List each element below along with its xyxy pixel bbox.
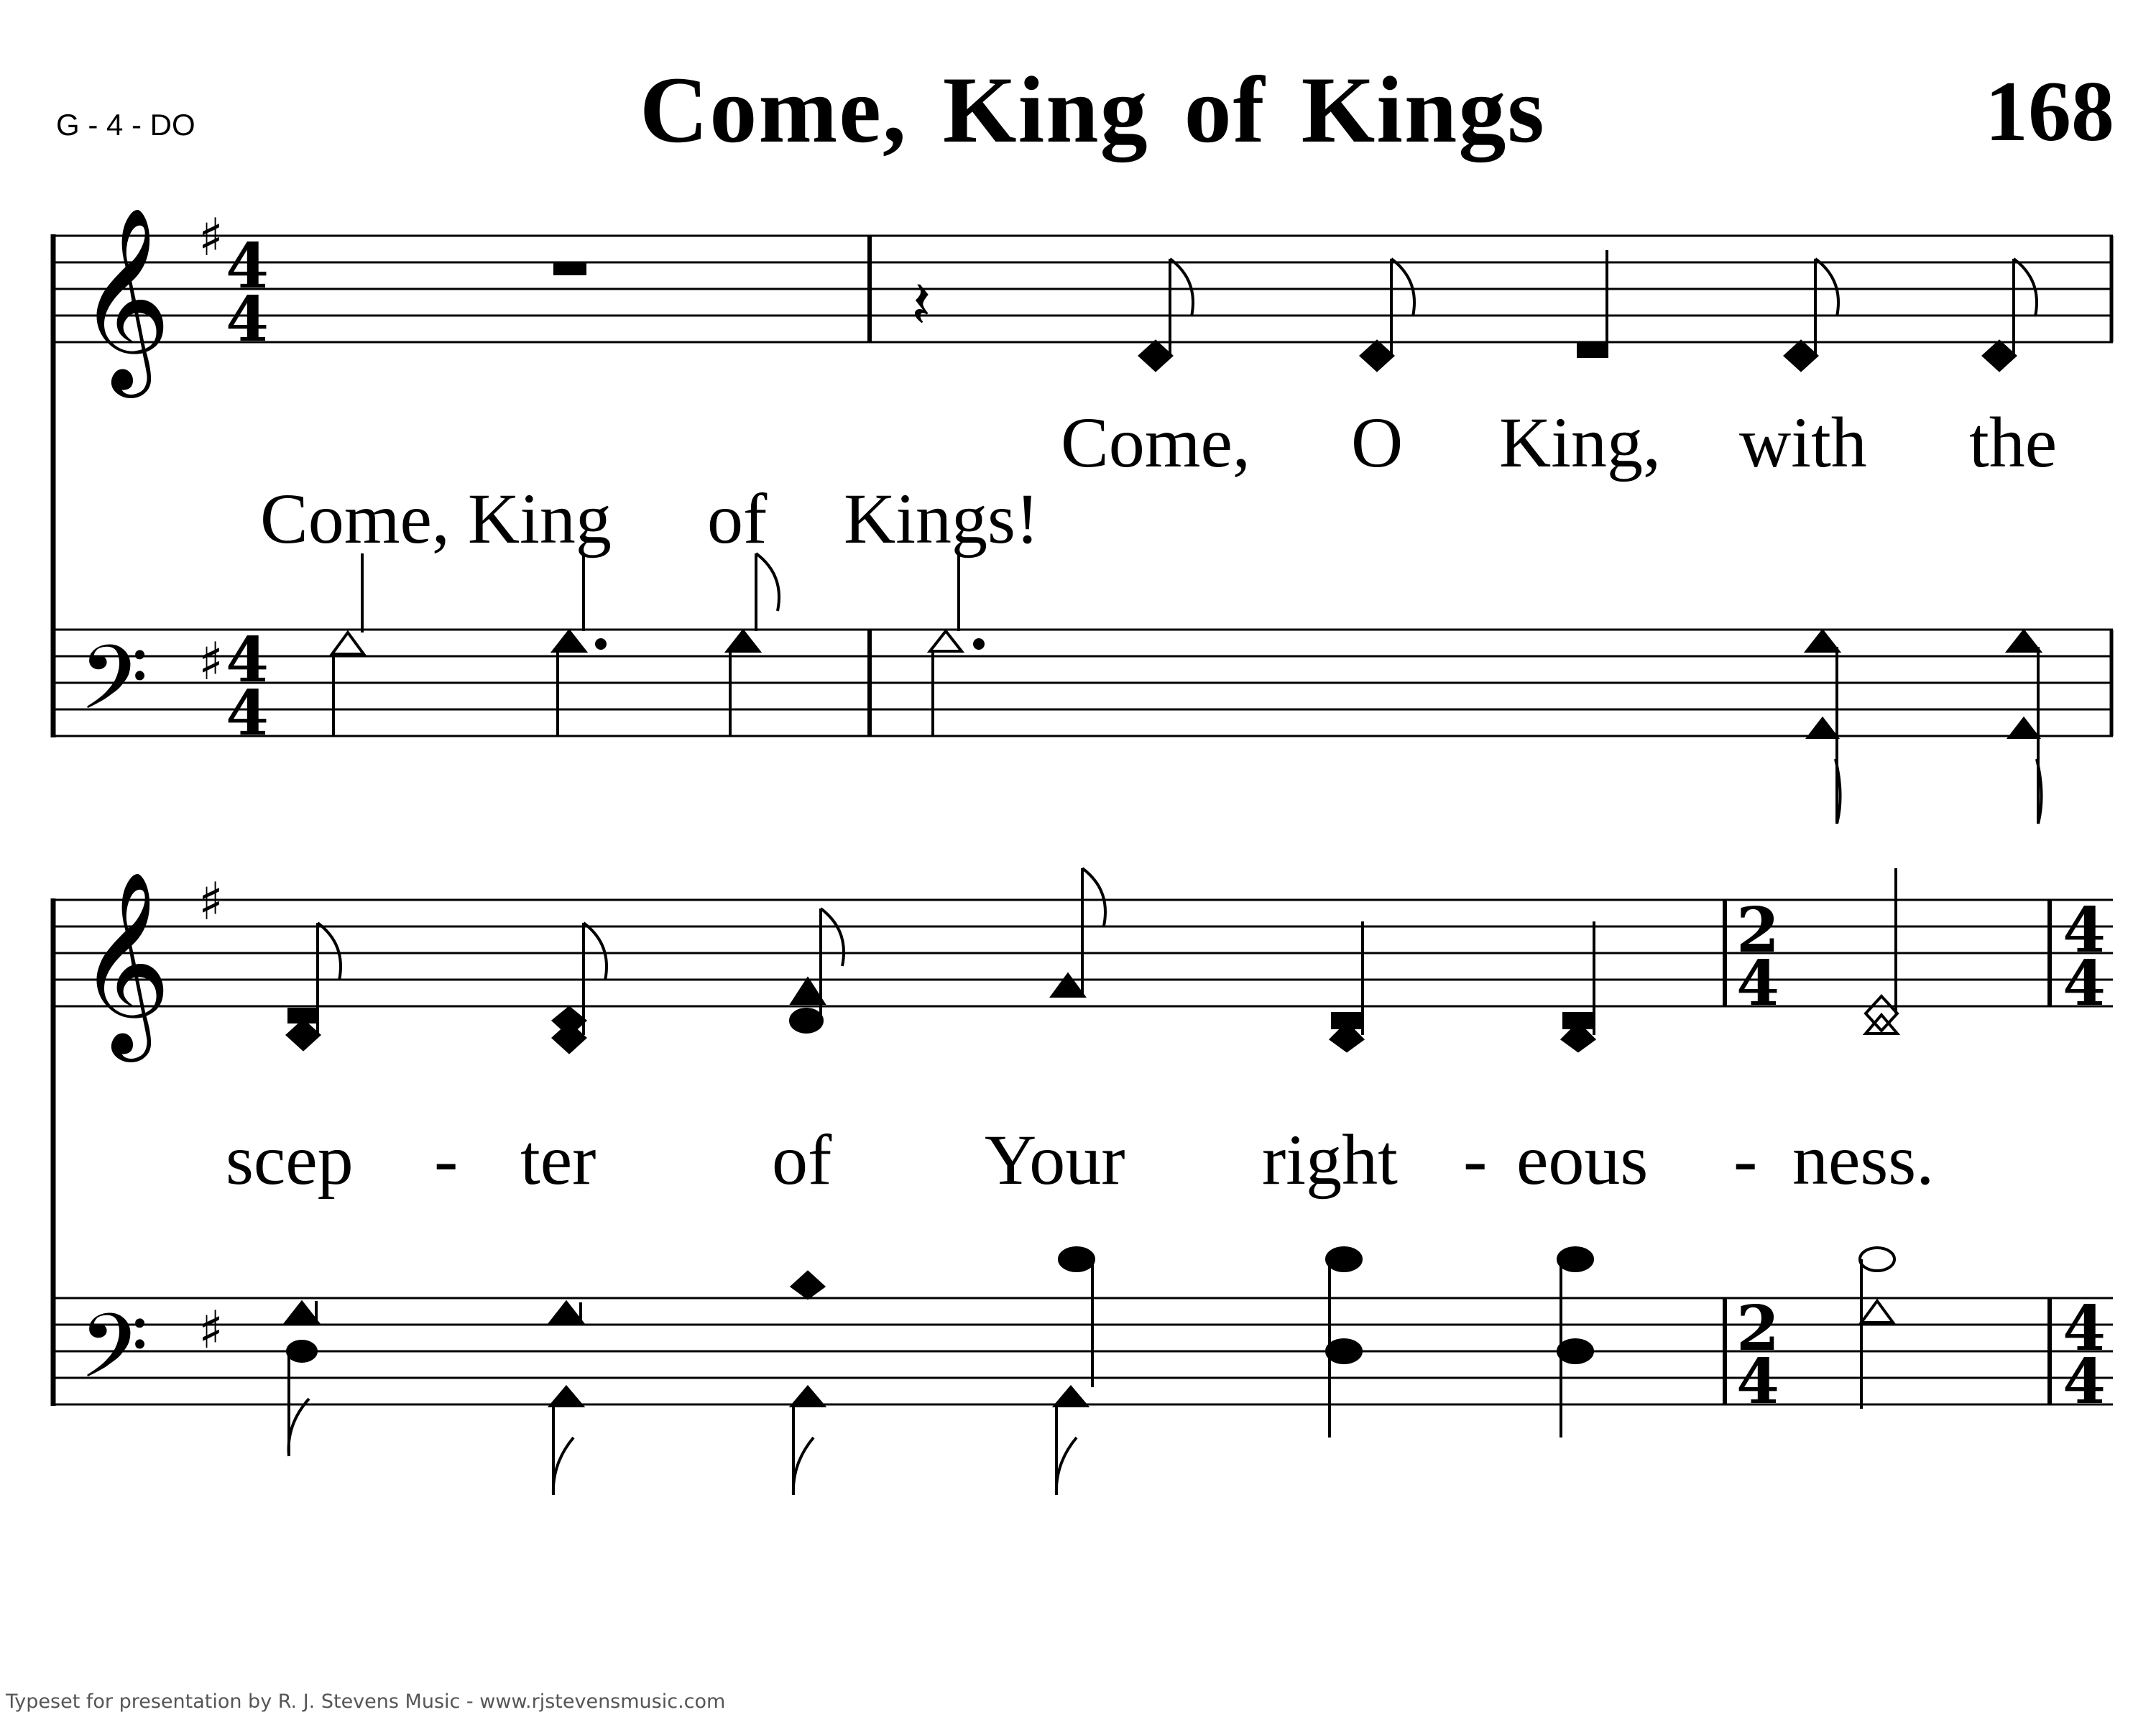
time-sig-bottom: 4 [2063,1346,2106,1418]
time-sig-top: 2 [1736,894,1779,967]
treble-clef-icon: 𝄞 [78,206,172,390]
time-sig-bottom: 4 [226,283,269,356]
bass-notes-1 [332,553,2042,824]
hymn-title: Come, King of Kings [640,57,1546,162]
footer-credit: Typeset for presentation by R. J. Stevens Music - www.rjstevensmusic.com [6,1690,726,1713]
lyric: Kings! [844,479,1040,558]
lyric: the [1969,402,2058,482]
lyric: ter [520,1120,596,1200]
time-sig-bottom: 4 [226,677,269,750]
lyric: of [772,1120,832,1200]
lyric: scep [226,1120,354,1200]
lyric: of [707,479,768,558]
key-signature [198,207,224,1360]
lyric: Come, King [260,479,612,558]
lyric: right [1262,1120,1398,1200]
bass-clef-icon: 𝄢 [79,627,149,752]
time-sig-bottom: 4 [1736,1346,1779,1418]
lyric: - [1463,1120,1488,1200]
sharp-icon: ♯ [198,207,224,267]
bass-staff-2 [52,1298,2113,1404]
time-sig-top: 4 [2063,1292,2106,1365]
lyric: Come, [1061,402,1250,482]
time-sig-top: 4 [2063,894,2106,967]
treble-staff-1 [52,236,2113,342]
hymn-number: 168 [1985,63,2114,159]
lyric: Your [985,1120,1125,1200]
lyric: - [434,1120,459,1200]
lyric: with [1739,402,1867,482]
key-indicator: G - 4 - DO [56,108,195,142]
bass-notes-2 [286,1248,1894,1495]
lyric: - [1733,1120,1758,1200]
sharp-icon: ♯ [198,871,224,932]
treble-notes-1 [1140,250,2037,370]
bass-clef-icon: 𝄢 [79,1295,149,1420]
bass-staff-1 [52,630,2113,736]
time-sig-bottom: 4 [2063,947,2106,1020]
time-sig-top: 4 [226,230,269,303]
treble-clef-icon: 𝄞 [78,870,172,1054]
time-sig-top: 4 [226,624,269,696]
treble-notes-2 [287,868,1897,1052]
lyric: eous [1516,1120,1649,1200]
time-sig-bottom: 4 [1736,947,1779,1020]
lyric: ness. [1792,1120,1935,1200]
lyric: O [1351,402,1404,482]
quarter-rest-icon: 𝄽 [911,267,931,343]
sharp-icon: ♯ [198,1300,224,1360]
whole-rest-icon [553,262,586,275]
sharp-icon: ♯ [198,631,224,691]
lyric: King, [1499,402,1661,482]
time-sig-top: 2 [1736,1292,1779,1365]
